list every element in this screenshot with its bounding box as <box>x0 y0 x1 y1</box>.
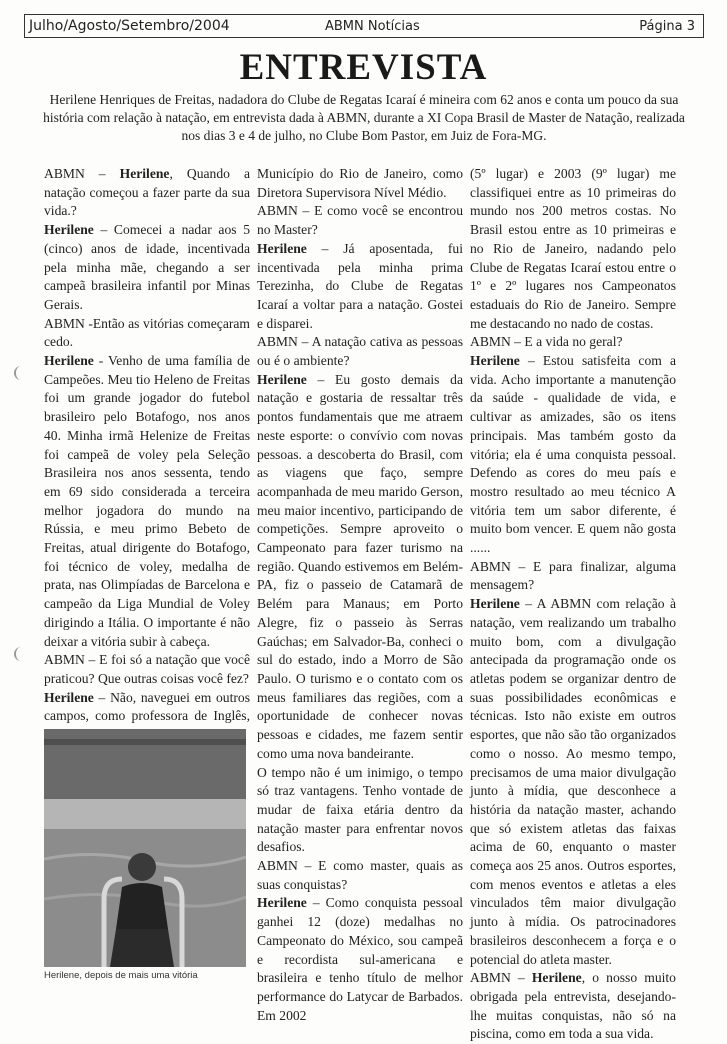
issue-date: Julho/Agosto/Setembro/2004 <box>29 18 230 34</box>
article-paragraph <box>470 558 676 595</box>
paragraph-text: O tempo não é um inimigo, o tempo só traz vantagens. Tenho vontade de mudar de faixa etária dentro da natação master para enfrentar novos desafios. <box>257 764 463 855</box>
article-column-2 <box>257 165 463 1025</box>
article-paragraph <box>44 651 250 688</box>
paragraph-text: ABMN – A natação cativa as pessoas ou é o ambiente? <box>257 334 463 369</box>
paragraph-text: ABMN – E a vida no geral? <box>470 334 623 350</box>
article-paragraph <box>257 202 463 239</box>
paragraph-text: Município do Rio de Janeiro, como Diretora Supervisora Nível Médio. <box>257 166 463 200</box>
interviewee-name: Herilene <box>257 371 307 387</box>
interviewee-name: Herilene <box>531 970 582 986</box>
article-paragraph <box>257 764 463 858</box>
swimmer-photo-illustration <box>44 729 246 967</box>
paragraph-text: – Não, naveguei em outros campos, como professora de Inglês, <box>44 689 250 724</box>
article-paragraph <box>470 969 676 1044</box>
paragraph-text: , o nosso muito obrigada pela entrevista, desejando-lhe muitas conquistas, não só na piscina, como em toda a sua vida. <box>470 970 676 1042</box>
article-paragraph <box>470 595 676 969</box>
article-column-3 <box>470 165 676 1044</box>
interviewee-name: Herilene <box>257 895 307 911</box>
paragraph-text: ABMN -Então as vitórias começaram cedo. <box>44 315 250 350</box>
interviewee-name: Herilene <box>44 353 94 369</box>
photo-caption: Herilene, depois de mais uma vitória <box>44 970 198 981</box>
swimmer-photo <box>44 729 246 967</box>
article-paragraph <box>257 333 463 370</box>
binder-hole-mark <box>14 647 28 661</box>
article-paragraph <box>470 165 676 333</box>
interviewee-name: Herilene <box>470 596 520 612</box>
article-paragraph <box>257 240 463 334</box>
article-paragraph <box>257 857 463 894</box>
interviewee-name: Herilene <box>119 166 170 181</box>
intro-paragraph: Herilene Henriques de Freitas, nadadora do Clube de Regatas Icaraí é mineira com 62 anos e conta um pouco da sua história com relação à natação, em entrevista dada à ABMN, durante a XI Copa Brasil de Master de Natação, realizada nos dias 3 e 4 de julho, no Clube Bom Pastor, em Juiz de Fora-MG. <box>43 92 685 143</box>
article-paragraph <box>257 894 463 1025</box>
paragraph-text: ABMN – E para finalizar, alguma mensagem? <box>470 558 676 593</box>
paragraph-text: – Comecei a nadar aos 5 (cinco) anos de idade, incentivada pela minha mãe, chegando a ser campeã brasileira infantil por Minas Gerais. <box>44 222 250 312</box>
article-paragraph <box>44 221 250 315</box>
article-paragraph <box>470 333 676 352</box>
paragraph-text: – Como conquista pessoal ganhei 12 (doze) medalhas no Campeonato do México, sou campeã e recordista sul-americana e brasileira e tenho título de melhor performance do Latycar de Barbados. Em 2002 <box>257 895 463 1023</box>
paragraph-text: – Já aposentada, fui incentivada pela minha prima Terezinha, do Clube de Regatas Icaraí a voltar para a natação. Gostei e disparei. <box>257 240 463 331</box>
page-number: Página 3 <box>639 18 695 34</box>
article-paragraph <box>257 165 463 202</box>
binder-hole-mark <box>14 366 28 380</box>
speaker-label: ABMN – <box>44 166 120 181</box>
article-paragraph <box>257 371 463 764</box>
paragraph-text: ABMN – E como você se encontrou no Master? <box>257 203 463 238</box>
speaker-label: ABMN – <box>470 970 532 986</box>
page-title: ENTREVISTA <box>239 47 488 88</box>
interviewee-name: Herilene <box>257 240 307 256</box>
interviewee-name: Herilene <box>44 222 94 238</box>
page-header <box>24 14 704 38</box>
paragraph-text: (5º lugar) e 2003 (9º lugar) me classifiquei entre as 10 primeiras do mundo nos 200 metros costas. No Brasil estou entre as 10 primeiras e no Rio de Janeiro, nadando pelo Clube de Regatas Icaraí estou entre o 1º e 2º lugares nos Campeonatos estaduais do Rio de Janeiro. Sempre me destacando no nado de costas. <box>470 166 676 331</box>
paragraph-text: ABMN – E foi só a natação que você praticou? Que outras coisas você fez? <box>44 652 250 686</box>
interviewee-name: Herilene <box>44 689 94 705</box>
article-paragraph <box>470 352 676 558</box>
article-paragraph <box>44 352 250 651</box>
interviewee-name: Herilene <box>470 353 520 369</box>
paragraph-text: - Venho de uma família de Campeões. Meu tio Heleno de Freitas foi um grande jogador do futebol brasileiro pelo Botafogo, nos anos 40. Minha irmã Helenize de Freitas foi campeã de voley pela Seleção Brasileira nos anos sessenta, tendo em 69 sido considerada a terceira melhor jogadora do mundo na Rússia, e meu primo Bebeto de Freitas, atual dirigente do Botafogo, foi técnico de voley, medalha de prata, nas Olimpíadas de Barcelona e campeão da Liga Mundial de Voley dirigindo a Itália. O importante é não deixar a vitória subir à cabeça. <box>44 353 250 649</box>
article-paragraph <box>44 315 250 352</box>
paragraph-text: – Estou satisfeita com a vida. Acho importante a manutenção da saúde - qualidade de vida, e cultivar as amizades, são os itens principais. Mas também gosto da vitória; ela é uma conquista pessoal. Defendo as cores do meu país e mostro resultado ao meu técnico A vitória tem um sabor diferente, é muito bom vencer. E quem não gosta ...... <box>470 353 676 556</box>
paragraph-text: , Quando a natação começou a fazer parte da sua vida.? <box>44 166 250 219</box>
paragraph-text: – A ABMN com relação à natação, vem realizando um trabalho muito bom, com a divulgação antecipada da programação onde os atletas podem se organizar dentro de suas possibilidades econômicas e técnicas. Isto não existe em outros esportes, que não são tão organizados como o nosso. Ao mesmo tempo, precisamos de uma maior divulgação junto à mídia, que desconhece a história da natação master, achando que só existem atletas das faixas acima de 60, enquanto o master começa aos 25 anos. Outros esportes, com menos eventos e atletas a eles vinculados têm maior divulgação junto à mídia. Os patrocinadores brasileiros desconhecem a força e o potencial do atleta master. <box>470 596 676 967</box>
article-paragraph <box>44 165 250 221</box>
article-column-1 <box>44 165 250 745</box>
paragraph-text: – Eu gosto demais da natação e gostaria de ressaltar três pontos fundamentais que me atraem neste esporte: o convívio com novas pessoas. a descoberta do Brasil, com as viagens que faço, sempre acompanhada de meu marido Gerson, meu maior incentivo, participando de competições. Sempre aproveito o Campeonato para fazer turismo na região. Quando estivemos em Belém-PA, fiz o passeio de Catamarã de Belém para Manaus; em Porto Alegre, fiz o passeio às Serras Gaúchas; em Salvador-Ba, conheci o sul do estado, indo a Morro de São Paulo. O turismo e o contato com os meus familiares das regiões, com a oportunidade de conhecer novas pessoas e cidades, me fazem sentir como uma nova bandeirante. <box>257 371 463 761</box>
paragraph-text: ABMN – E como master, quais as suas conquistas? <box>257 858 463 892</box>
publication-name: ABMN Notícias <box>325 18 420 34</box>
